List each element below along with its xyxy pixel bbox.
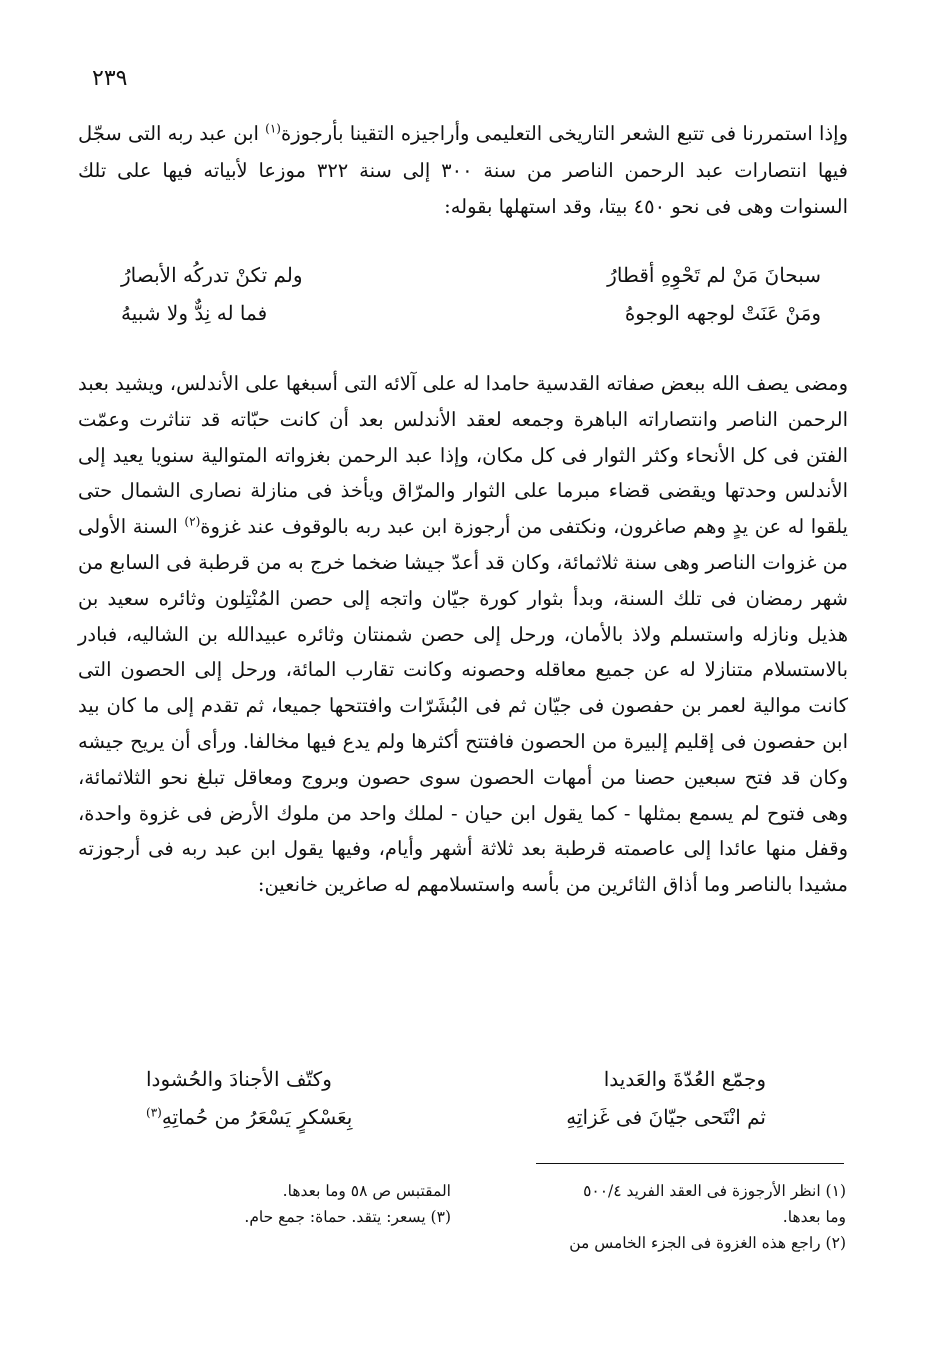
verse-block-1	[121, 256, 821, 332]
verse-line	[146, 1098, 766, 1136]
verse-block-2	[146, 1060, 766, 1136]
verse-first-hemistich: ثم انْتَحى جيّانَ فى غَزاتِهِ	[566, 1105, 766, 1129]
footnote-2-continuation: المقتبس ص ٥٨ وما بعدها.	[282, 1182, 451, 1200]
page-number: ٢٣٩	[92, 66, 128, 91]
footnote-ref-3: (٣)	[146, 1105, 162, 1120]
verse-second-hemistich-text: بِعَسْكرٍ يَسْعَرُ من حُماتِهِ	[161, 1105, 353, 1129]
verse-first-hemistich: وجمّع العُدّةَ والعَديدا	[603, 1067, 766, 1091]
footnote-3: (٣) يسعر: يتقد. حماة: جمع حام.	[244, 1208, 451, 1226]
paragraph-1-text-b: ابن عبد ربه التى سجّل فيها انتصارات عبد الرحمن الناصر من سنة ٣٠٠ إلى سنة ٣٢٢ موزعا لأبياته فيها على تلك السنوات وهى فى نحو ٤٥٠ بيتا، وقد استهلها بقوله:	[78, 122, 849, 218]
footnote-ref-2: (٢)	[184, 514, 201, 529]
verse-second-hemistich: فما له نِدٌّ ولا شبيهُ	[121, 301, 268, 325]
verse-first-hemistich: ومَنْ عَنَتْ لوجهه الوجوهُ	[624, 301, 821, 325]
paragraph-1-text-a: وإذا استمررنا فى تتبع الشعر التاريخى التعليمى وأراجيزه التقينا بأرجوزة	[280, 122, 848, 145]
verse-second-hemistich	[146, 1060, 332, 1098]
footnote-ref-1: (١)	[265, 121, 281, 136]
verse-line	[121, 294, 821, 332]
footnote-divider	[536, 1163, 844, 1164]
verse-second-hemistich-text: وكتّف الأجنادَ والحُشودا	[146, 1067, 332, 1091]
verse-line	[121, 256, 821, 294]
paragraph-2	[78, 366, 848, 903]
paragraph-2-text-b: السنة الأولى من غزوات الناصر وهى سنة ثلاثمائة، وكان قد أعدّ جيشا ضخما خرج به من قرطبة فى السابع من شهر رمضان فى تلك السنة، وبدأ بثوار كورة جيّان واتجه إلى حصن المُنْتِلون وثائره سعيد بن هذيل ونازله واستسلم ولاذ بالأمان، ورحل إلى حصن شمنتان وثائره عبيدالله بن الشاليه، فبادر بالاستسلام متنازلا له عن جميع معاقله وحصونه وكانت تقارب المائة، ورحل إلى الحصون التى كانت موالية لعمر بن حفصون فى جيّان ثم فى البُشَرّات وافتتحها جميعا، ثم تقدم إلى ما كان بيد ابن حفصون فى إقليم إلبيرة من الحصون فافتتح أكثرها ولم يدع فيها مخالفا. ورأى أن يريح جيشه وكان قد فتح سبعين حصنا من أمهات الحصون سوى حصون وبروج ومعاقل تبلغ نحو الثلاثمائة، وهى فتوح لم يسمع بمثلها - كما يقول ابن حيان - لملك واحد من ملوك الأرض فى غزوة واحدة، وقفل منها عائدا إلى عاصمته قرطبة بعد ثلاثة أشهر وأيام، وفيها يقول ابن عبد ربه فى أرجوزته مشيدا بالناصر وما أذاق الثائرين من بأسه واستسلامهم له صاغرين خانعين:	[78, 515, 849, 897]
paragraph-2-text-a: ومضى يصف الله ببعض صفاته القدسية حامدا له على آلائه التى أسبغها على الأندلس، ويشيد بعبد الرحمن الناصر وانتصاراته الباهرة وجمعه لعقد الأندلس بعد أن كانت حبّاته قد تناثرت وعمّت الفتن فى كل الأنحاء وكثر الثوار فى كل مكان، وإذا عبد الرحمن بغزواته المتوالية سنويا يعيد إلى الأندلس وحدتها ويقضى قضاء مبرما على الثوار والمرّاق ويأخذ فى منازلة نصارى الشمال حتى يلقوا له عن يدٍ وهم صاغرون، ونكتفى من أرجوزة ابن عبد ربه بالوقوف عند غزوة	[78, 372, 848, 539]
verse-second-hemistich: ولم تكنْ تدركُه الأبصارُ	[121, 263, 303, 287]
footnotes-left-column	[151, 1178, 451, 1230]
footnote-1-line-2: وما بعدها.	[782, 1208, 846, 1226]
footnote-2-line-1: (٢) راجع هذه الغزوة فى الجزء الخامس من	[569, 1234, 846, 1252]
verse-line	[146, 1060, 766, 1098]
verse-second-hemistich	[146, 1098, 352, 1136]
footnotes-right-column	[496, 1178, 846, 1256]
paragraph-1	[78, 116, 848, 226]
footnote-1-line-1: (١) انظر الأرجوزة فى العقد الفريد ٥٠٠/٤	[583, 1182, 846, 1200]
verse-first-hemistich: سبحانَ مَنْ لم تَحْوِهِ أقطارُ	[607, 263, 821, 287]
